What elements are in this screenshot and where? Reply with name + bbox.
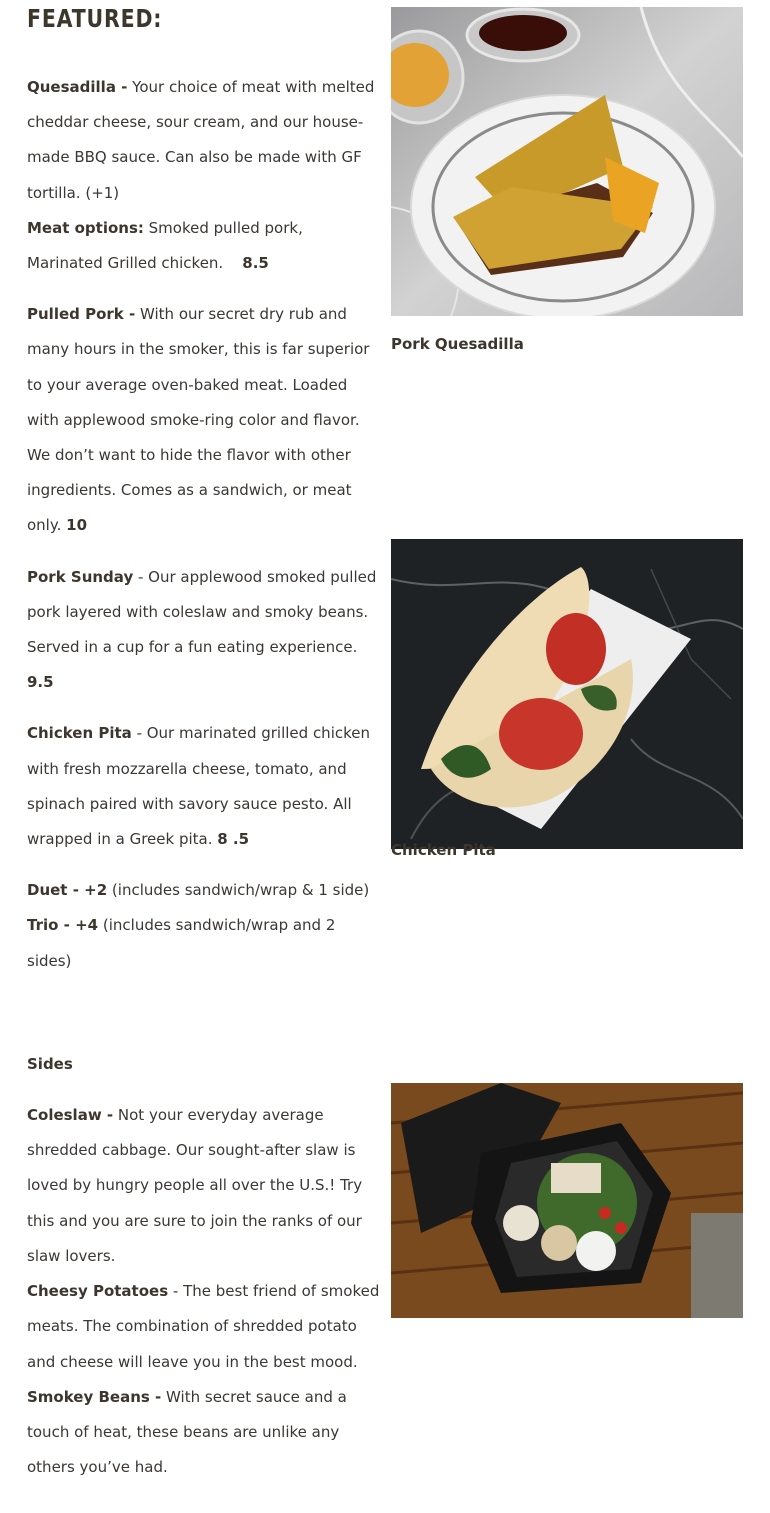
duet-label: Duet - +2	[27, 881, 108, 900]
meat-options-label: Meat options:	[27, 218, 144, 237]
item-name: Pulled Pork -	[27, 305, 136, 324]
sides-title	[27, 1047, 383, 1082]
pork-sunday-item	[27, 560, 383, 701]
meat-options-text: Smoked pulled pork, Marinated Grilled chicken.	[27, 218, 308, 273]
item-price: 8.5	[242, 254, 269, 273]
sides-photo[interactable]	[391, 1083, 743, 1318]
item-description: Not your everyday average shredded cabbage. Our sought-after slaw is loved by hungry people all over the U.S.! Try this and you are sure to join the ranks of our slaw lovers.	[27, 1106, 363, 1265]
chicken-pita-photo[interactable]	[391, 539, 743, 849]
trio-option	[27, 908, 383, 978]
trio-label: Trio - +4	[27, 916, 99, 935]
meat-options	[27, 211, 383, 281]
menu-text-column	[27, 70, 383, 1513]
chicken-pita-item	[27, 716, 383, 857]
sides-title-text: Sides	[27, 1054, 73, 1073]
item-description: With our secret dry rub and many hours in the smoker, this is far superior to your average oven-baked meat. Loaded with applewood smoke-ring color and flavor. We don’t want to hide the flavor with other ingredients. Comes as a sandwich, or meat only.	[27, 305, 370, 535]
item-price: 8 .5	[217, 830, 250, 849]
item-name: Chicken Pita	[27, 724, 132, 743]
pork-quesadilla-photo[interactable]	[391, 7, 743, 316]
smokey-beans-item	[27, 1380, 383, 1486]
item-description: Your choice of meat with melted cheddar cheese, sour cream, and our house-made BBQ sauce. Can also be made with GF tortilla. (+1)	[27, 78, 375, 202]
item-name: Pork Sunday	[27, 567, 134, 586]
quesadilla-item	[27, 70, 383, 211]
pulled-pork-item	[27, 297, 383, 543]
page-heading: FEATURED:	[27, 4, 163, 33]
item-name: Coleslaw -	[27, 1106, 114, 1125]
faded-next-item	[27, 1485, 383, 1513]
item-price: 10	[66, 516, 88, 535]
item-name: Quesadilla -	[27, 78, 128, 96]
image-caption: Pork Quesadilla	[391, 335, 524, 353]
trio-text: (includes sandwich/wrap and 2 sides)	[27, 916, 336, 970]
item-description: - Our marinated grilled chicken with fresh mozzarella cheese, tomato, and spinach paired with savory sauce pesto. All wrapped in a Greek pita.	[27, 724, 370, 849]
item-name: Cheesy Potatoes	[27, 1282, 169, 1301]
duet-option	[27, 873, 383, 908]
item-description: - Our applewood smoked pulled pork layered with coleslaw and smoky beans. Served in a cup for a fun eating experience.	[27, 567, 377, 657]
item-description: With secret sauce and a touch of heat, these beans are unlike any others you’ve had.	[27, 1387, 347, 1477]
item-description: - The best friend of smoked meats. The combination of shredded potato and cheese will leave you in the best mood.	[27, 1282, 380, 1371]
item-name: Smokey Beans -	[27, 1387, 162, 1406]
coleslaw-item	[27, 1098, 383, 1274]
duet-text: (includes sandwich/wrap & 1 side)	[107, 881, 370, 900]
item-price: 9.5	[27, 673, 54, 692]
image-caption: Chicken Pita	[391, 841, 496, 859]
cheesy-potatoes-item	[27, 1274, 383, 1380]
